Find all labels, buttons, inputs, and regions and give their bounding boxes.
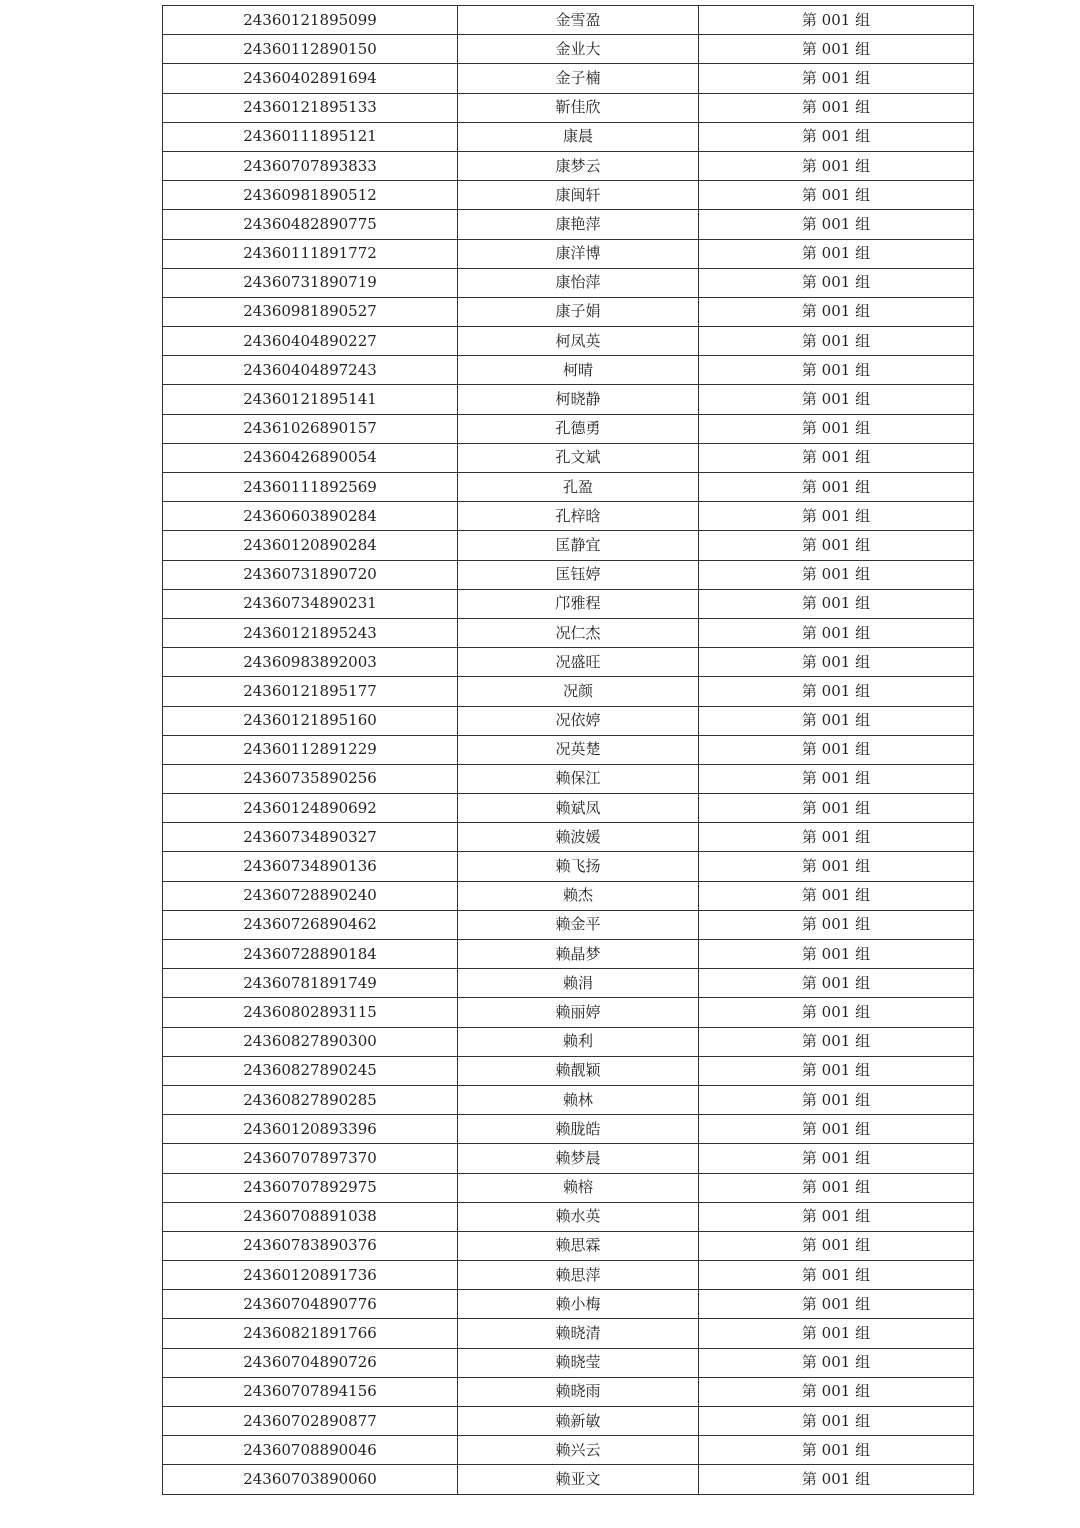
candidate-id-cell: 24360981890527 xyxy=(163,297,458,326)
table-row xyxy=(163,1348,974,1377)
group-cell: 第 001 组 xyxy=(699,1115,974,1144)
table-row xyxy=(163,297,974,326)
group-cell: 第 001 组 xyxy=(699,589,974,618)
candidate-id-cell: 24360120891736 xyxy=(163,1261,458,1290)
group-cell: 第 001 组 xyxy=(699,1202,974,1231)
group-cell: 第 001 组 xyxy=(699,1348,974,1377)
candidate-id-cell: 24360402891694 xyxy=(163,64,458,93)
candidate-id-cell: 24360827890300 xyxy=(163,1027,458,1056)
group-cell: 第 001 组 xyxy=(699,706,974,735)
candidate-id-cell: 24360734890136 xyxy=(163,852,458,881)
table-row xyxy=(163,706,974,735)
candidate-id-cell: 24360124890692 xyxy=(163,794,458,823)
table-row xyxy=(163,677,974,706)
group-cell: 第 001 组 xyxy=(699,181,974,210)
group-cell: 第 001 组 xyxy=(699,1261,974,1290)
candidate-id-cell: 24360783890376 xyxy=(163,1231,458,1260)
table-row xyxy=(163,1173,974,1202)
candidate-id-cell: 24360781891749 xyxy=(163,969,458,998)
candidate-id-cell: 24360111891772 xyxy=(163,239,458,268)
group-cell: 第 001 组 xyxy=(699,6,974,35)
table-row xyxy=(163,1202,974,1231)
group-cell: 第 001 组 xyxy=(699,677,974,706)
group-cell: 第 001 组 xyxy=(699,385,974,414)
candidate-id-cell: 24360708891038 xyxy=(163,1202,458,1231)
table-row xyxy=(163,998,974,1027)
candidate-name-cell: 康艳萍 xyxy=(458,210,699,239)
table-row xyxy=(163,910,974,939)
table-row xyxy=(163,531,974,560)
candidate-id-cell: 24360983892003 xyxy=(163,648,458,677)
candidate-id-cell: 24360482890775 xyxy=(163,210,458,239)
candidate-name-cell: 况盛旺 xyxy=(458,648,699,677)
group-cell: 第 001 组 xyxy=(699,618,974,647)
table-row xyxy=(163,385,974,414)
group-cell: 第 001 组 xyxy=(699,1407,974,1436)
candidate-name-cell: 况颜 xyxy=(458,677,699,706)
group-cell: 第 001 组 xyxy=(699,151,974,180)
table-row xyxy=(163,327,974,356)
candidate-id-cell: 24360704890726 xyxy=(163,1348,458,1377)
table-row xyxy=(163,1231,974,1260)
table-row xyxy=(163,735,974,764)
candidate-name-cell: 赖亚文 xyxy=(458,1465,699,1494)
table-row xyxy=(163,1056,974,1085)
group-cell: 第 001 组 xyxy=(699,823,974,852)
table-row xyxy=(163,1144,974,1173)
group-cell: 第 001 组 xyxy=(699,881,974,910)
candidate-id-cell: 24360121895160 xyxy=(163,706,458,735)
candidate-id-cell: 24360728890184 xyxy=(163,940,458,969)
table-row xyxy=(163,239,974,268)
table-row xyxy=(163,1465,974,1494)
candidate-id-cell: 24360802893115 xyxy=(163,998,458,1027)
candidate-id-cell: 24360120890284 xyxy=(163,531,458,560)
table-row xyxy=(163,6,974,35)
group-cell: 第 001 组 xyxy=(699,64,974,93)
group-cell: 第 001 组 xyxy=(699,910,974,939)
candidate-id-cell: 24360735890256 xyxy=(163,764,458,793)
candidate-name-cell: 赖金平 xyxy=(458,910,699,939)
candidate-name-cell: 赖林 xyxy=(458,1085,699,1114)
table-row xyxy=(163,1115,974,1144)
group-cell: 第 001 组 xyxy=(699,560,974,589)
table-row xyxy=(163,122,974,151)
candidate-id-cell: 24360704890776 xyxy=(163,1290,458,1319)
group-cell: 第 001 组 xyxy=(699,297,974,326)
group-cell: 第 001 组 xyxy=(699,1144,974,1173)
group-cell: 第 001 组 xyxy=(699,735,974,764)
candidate-name-cell: 柯晴 xyxy=(458,356,699,385)
table-row xyxy=(163,1377,974,1406)
table-row xyxy=(163,1407,974,1436)
group-cell: 第 001 组 xyxy=(699,969,974,998)
candidate-id-cell: 24360827890245 xyxy=(163,1056,458,1085)
table-row xyxy=(163,794,974,823)
candidate-name-cell: 靳佳欣 xyxy=(458,93,699,122)
table-row xyxy=(163,1085,974,1114)
table-row xyxy=(163,502,974,531)
table-row xyxy=(163,940,974,969)
candidate-name-cell: 况英楚 xyxy=(458,735,699,764)
table-row xyxy=(163,210,974,239)
table-row xyxy=(163,881,974,910)
table-row xyxy=(163,35,974,64)
candidate-id-cell: 24360981890512 xyxy=(163,181,458,210)
candidate-name-cell: 邝雅程 xyxy=(458,589,699,618)
group-cell: 第 001 组 xyxy=(699,940,974,969)
table-row xyxy=(163,618,974,647)
candidate-id-cell: 24360404897243 xyxy=(163,356,458,385)
candidate-id-cell: 24360112891229 xyxy=(163,735,458,764)
table-row xyxy=(163,356,974,385)
candidate-name-cell: 赖丽婷 xyxy=(458,998,699,1027)
candidate-name-cell: 康梦云 xyxy=(458,151,699,180)
group-cell: 第 001 组 xyxy=(699,1436,974,1465)
candidate-id-cell: 24360707892975 xyxy=(163,1173,458,1202)
candidate-name-cell: 赖波媛 xyxy=(458,823,699,852)
candidate-id-cell: 24360121895099 xyxy=(163,6,458,35)
candidate-name-cell: 况依婷 xyxy=(458,706,699,735)
group-cell: 第 001 组 xyxy=(699,1027,974,1056)
candidate-id-cell: 24360112890150 xyxy=(163,35,458,64)
table-row xyxy=(163,268,974,297)
table-row xyxy=(163,414,974,443)
candidate-id-cell: 24360702890877 xyxy=(163,1407,458,1436)
candidate-name-cell: 孔德勇 xyxy=(458,414,699,443)
candidate-name-cell: 赖斌凤 xyxy=(458,794,699,823)
group-cell: 第 001 组 xyxy=(699,1290,974,1319)
candidate-id-cell: 24360111892569 xyxy=(163,473,458,502)
candidate-name-cell: 孔文斌 xyxy=(458,443,699,472)
candidate-name-cell: 康怡萍 xyxy=(458,268,699,297)
group-cell: 第 001 组 xyxy=(699,1056,974,1085)
candidate-name-cell: 赖晓雨 xyxy=(458,1377,699,1406)
candidate-name-cell: 康闽轩 xyxy=(458,181,699,210)
candidate-name-cell: 柯晓静 xyxy=(458,385,699,414)
group-cell: 第 001 组 xyxy=(699,93,974,122)
candidate-id-cell: 24360120893396 xyxy=(163,1115,458,1144)
candidate-id-cell: 24360121895133 xyxy=(163,93,458,122)
candidate-name-cell: 赖榕 xyxy=(458,1173,699,1202)
candidate-name-cell: 赖小梅 xyxy=(458,1290,699,1319)
candidate-id-cell: 24360121895141 xyxy=(163,385,458,414)
group-cell: 第 001 组 xyxy=(699,998,974,1027)
candidate-name-cell: 金子楠 xyxy=(458,64,699,93)
candidate-name-cell: 匡钰婷 xyxy=(458,560,699,589)
candidate-name-cell: 况仁杰 xyxy=(458,618,699,647)
candidate-name-cell: 赖杰 xyxy=(458,881,699,910)
candidate-id-cell: 24360734890231 xyxy=(163,589,458,618)
candidate-id-cell: 24360821891766 xyxy=(163,1319,458,1348)
table-row xyxy=(163,443,974,472)
candidate-id-cell: 24360728890240 xyxy=(163,881,458,910)
candidate-table xyxy=(162,5,974,1495)
table-row xyxy=(163,648,974,677)
group-cell: 第 001 组 xyxy=(699,531,974,560)
candidate-name-cell: 赖胧皓 xyxy=(458,1115,699,1144)
candidate-name-cell: 赖思萍 xyxy=(458,1261,699,1290)
candidate-id-cell: 24360726890462 xyxy=(163,910,458,939)
group-cell: 第 001 组 xyxy=(699,648,974,677)
candidate-name-cell: 赖思霖 xyxy=(458,1231,699,1260)
table-row xyxy=(163,181,974,210)
candidate-id-cell: 24360603890284 xyxy=(163,502,458,531)
table-row xyxy=(163,560,974,589)
candidate-id-cell: 24360707897370 xyxy=(163,1144,458,1173)
table-row xyxy=(163,852,974,881)
candidate-name-cell: 赖利 xyxy=(458,1027,699,1056)
group-cell: 第 001 组 xyxy=(699,122,974,151)
group-cell: 第 001 组 xyxy=(699,1173,974,1202)
candidate-id-cell: 24360708890046 xyxy=(163,1436,458,1465)
candidate-id-cell: 24360827890285 xyxy=(163,1085,458,1114)
group-cell: 第 001 组 xyxy=(699,327,974,356)
table-row xyxy=(163,473,974,502)
group-cell: 第 001 组 xyxy=(699,443,974,472)
table-row xyxy=(163,589,974,618)
group-cell: 第 001 组 xyxy=(699,35,974,64)
candidate-name-cell: 赖涓 xyxy=(458,969,699,998)
candidate-id-cell: 24360707893833 xyxy=(163,151,458,180)
table-row xyxy=(163,969,974,998)
candidate-name-cell: 赖飞扬 xyxy=(458,852,699,881)
candidate-name-cell: 金业大 xyxy=(458,35,699,64)
table-row xyxy=(163,1261,974,1290)
candidate-name-cell: 赖晶梦 xyxy=(458,940,699,969)
candidate-id-cell: 24361026890157 xyxy=(163,414,458,443)
group-cell: 第 001 组 xyxy=(699,1465,974,1494)
group-cell: 第 001 组 xyxy=(699,356,974,385)
candidate-name-cell: 金雪盈 xyxy=(458,6,699,35)
table-row xyxy=(163,1290,974,1319)
candidate-name-cell: 赖水英 xyxy=(458,1202,699,1231)
candidate-name-cell: 赖新敏 xyxy=(458,1407,699,1436)
candidate-name-cell: 赖靓颖 xyxy=(458,1056,699,1085)
candidate-name-cell: 赖梦晨 xyxy=(458,1144,699,1173)
group-cell: 第 001 组 xyxy=(699,794,974,823)
table-row xyxy=(163,1436,974,1465)
candidate-name-cell: 赖兴云 xyxy=(458,1436,699,1465)
candidate-id-cell: 24360703890060 xyxy=(163,1465,458,1494)
table-row xyxy=(163,64,974,93)
candidate-name-cell: 孔盈 xyxy=(458,473,699,502)
candidate-id-cell: 24360731890719 xyxy=(163,268,458,297)
candidate-name-cell: 孔梓晗 xyxy=(458,502,699,531)
candidate-id-cell: 24360731890720 xyxy=(163,560,458,589)
candidate-id-cell: 24360121895177 xyxy=(163,677,458,706)
group-cell: 第 001 组 xyxy=(699,1377,974,1406)
candidate-name-cell: 康洋博 xyxy=(458,239,699,268)
candidate-name-cell: 康子娟 xyxy=(458,297,699,326)
table-row xyxy=(163,151,974,180)
candidate-name-cell: 赖保江 xyxy=(458,764,699,793)
candidate-id-cell: 24360121895243 xyxy=(163,618,458,647)
candidate-name-cell: 柯凤英 xyxy=(458,327,699,356)
candidate-table-body xyxy=(163,6,974,1495)
candidate-name-cell: 康晨 xyxy=(458,122,699,151)
candidate-name-cell: 赖晓清 xyxy=(458,1319,699,1348)
table-row xyxy=(163,1319,974,1348)
group-cell: 第 001 组 xyxy=(699,764,974,793)
table-row xyxy=(163,764,974,793)
table-row xyxy=(163,823,974,852)
group-cell: 第 001 组 xyxy=(699,473,974,502)
candidate-id-cell: 24360111895121 xyxy=(163,122,458,151)
candidate-id-cell: 24360404890227 xyxy=(163,327,458,356)
group-cell: 第 001 组 xyxy=(699,239,974,268)
group-cell: 第 001 组 xyxy=(699,1231,974,1260)
group-cell: 第 001 组 xyxy=(699,414,974,443)
group-cell: 第 001 组 xyxy=(699,268,974,297)
group-cell: 第 001 组 xyxy=(699,210,974,239)
group-cell: 第 001 组 xyxy=(699,1085,974,1114)
candidate-id-cell: 24360426890054 xyxy=(163,443,458,472)
table-row xyxy=(163,93,974,122)
group-cell: 第 001 组 xyxy=(699,852,974,881)
group-cell: 第 001 组 xyxy=(699,1319,974,1348)
candidate-name-cell: 赖晓莹 xyxy=(458,1348,699,1377)
group-cell: 第 001 组 xyxy=(699,502,974,531)
table-row xyxy=(163,1027,974,1056)
candidate-id-cell: 24360707894156 xyxy=(163,1377,458,1406)
candidate-id-cell: 24360734890327 xyxy=(163,823,458,852)
candidate-name-cell: 匡静宜 xyxy=(458,531,699,560)
